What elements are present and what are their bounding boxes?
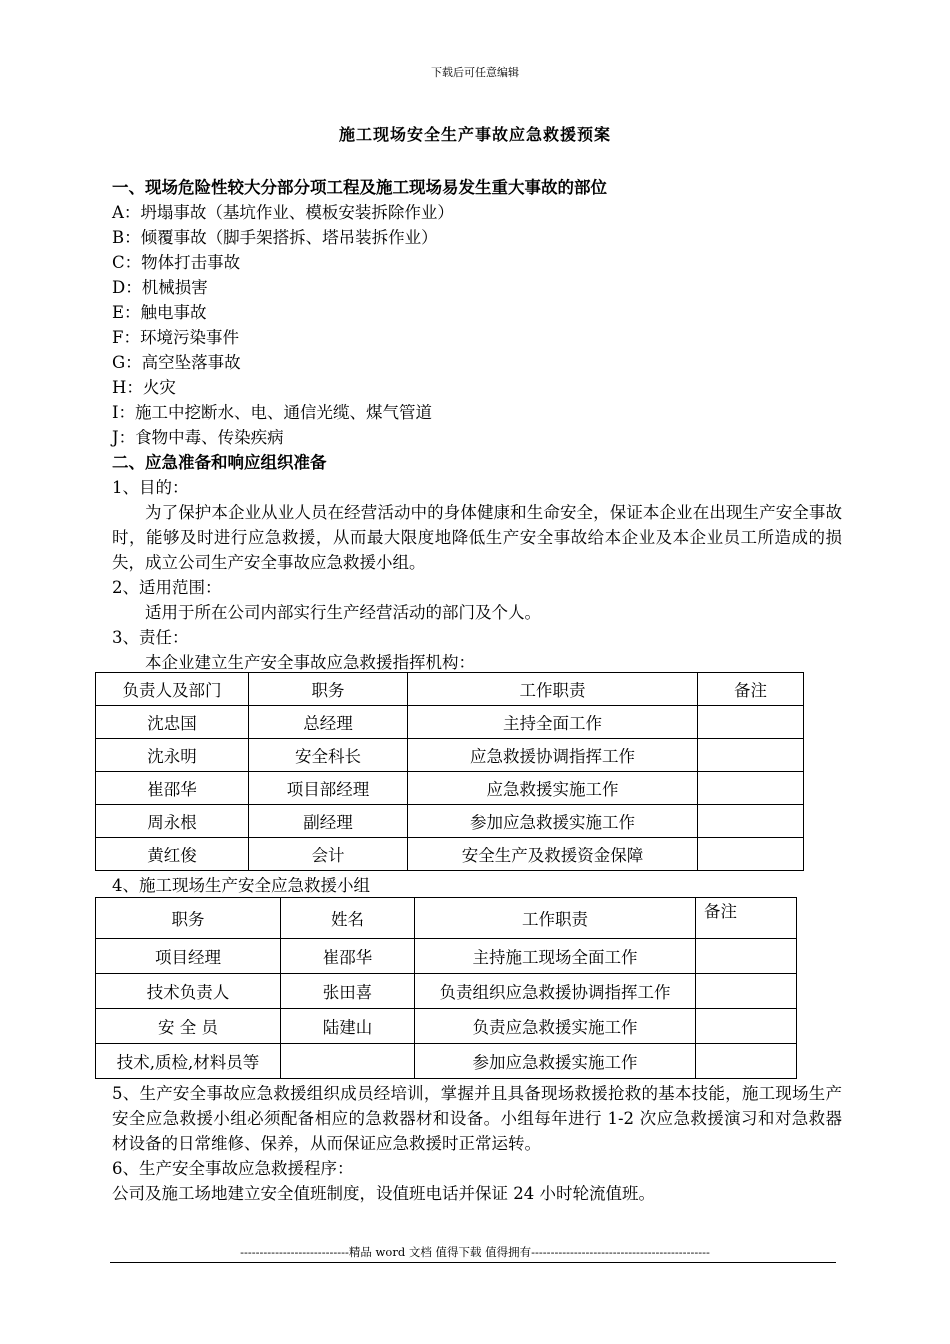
rescue-team-table [95, 897, 797, 1079]
table-cell: 安 全 员 [96, 1009, 281, 1044]
table-row [96, 974, 797, 1009]
command-structure-table [95, 672, 804, 871]
table-cell: 主持全面工作 [408, 706, 698, 739]
table-cell: 负责组织应急救援协调指挥工作 [415, 974, 696, 1009]
column-header: 备注 [698, 673, 804, 706]
hazard-item-a: A：坍塌事故（基坑作业、模板安装拆除作业） [112, 203, 454, 222]
table-row [96, 939, 797, 974]
table-cell: 项目经理 [96, 939, 281, 974]
table-cell: 会计 [249, 838, 408, 871]
table-cell: 周永根 [96, 805, 249, 838]
hazard-item-b: B：倾覆事故（脚手架搭拆、塔吊装拆作业） [112, 228, 438, 247]
table-header-row [96, 898, 797, 939]
responsibility-label: 3、责任： [112, 628, 189, 647]
table-cell [698, 739, 804, 772]
table-cell: 应急救援协调指挥工作 [408, 739, 698, 772]
page-header: 下载后可任意编辑 [431, 66, 519, 79]
table-cell [696, 974, 797, 1009]
table-cell: 黄红俊 [96, 838, 249, 871]
hazard-item-h: H：火灾 [112, 378, 176, 397]
table-row [96, 739, 804, 772]
hazard-item-e: E：触电事故 [112, 303, 207, 322]
table-cell: 主持施工现场全面工作 [415, 939, 696, 974]
column-header: 职务 [249, 673, 408, 706]
purpose-label: 1、目的： [112, 478, 189, 497]
table-cell: 总经理 [249, 706, 408, 739]
table-row [96, 805, 804, 838]
table-row [96, 772, 804, 805]
hazard-item-i: I：施工中挖断水、电、通信光缆、煤气管道 [112, 403, 433, 422]
column-header: 职务 [96, 898, 281, 939]
table-cell [698, 805, 804, 838]
rescue-team-label: 4、施工现场生产安全应急救援小组 [112, 876, 370, 895]
table-cell: 崔邵华 [281, 939, 415, 974]
table-cell: 沈忠国 [96, 706, 249, 739]
table-cell [696, 1044, 797, 1079]
page-footer: ----------------------------精品 word 文档 值得下载 值得拥有---------------------------------------------- [240, 1245, 710, 1259]
table-row [96, 1009, 797, 1044]
column-header: 工作职责 [408, 673, 698, 706]
table-cell [698, 838, 804, 871]
table-row [96, 1044, 797, 1079]
table-cell [698, 772, 804, 805]
document-title: 施工现场安全生产事故应急救援预案 [338, 125, 611, 144]
document-body-continued [112, 1081, 842, 1206]
footer-divider [110, 1262, 836, 1263]
table-cell: 应急救援实施工作 [408, 772, 698, 805]
hazard-item-g: G：高空坠落事故 [112, 353, 241, 372]
purpose-paragraph: 为了保护本企业从业人员在经营活动中的身体健康和生命安全，保证本企业在出现生产安全事故时，能够及时进行应急救援，从而最大限度地降低生产安全事故给本企业及本企业员工所造成的损失，成立公司生产安全事故应急救援小组。 [112, 503, 842, 572]
table-cell: 技术负责人 [96, 974, 281, 1009]
procedure-label: 6、生产安全事故应急救援程序： [112, 1159, 354, 1178]
column-header: 备注 [696, 898, 797, 939]
table-cell: 安全科长 [249, 739, 408, 772]
table-header-row [96, 673, 804, 706]
table-cell: 负责应急救援实施工作 [415, 1009, 696, 1044]
table-cell: 陆建山 [281, 1009, 415, 1044]
scope-paragraph: 适用于所在公司内部实行生产经营活动的部门及个人。 [145, 603, 541, 622]
table-cell [698, 706, 804, 739]
hazard-item-j: J：食物中毒、传染疾病 [112, 428, 284, 447]
table-cell [281, 1044, 415, 1079]
hazard-item-c: C：物体打击事故 [112, 253, 241, 272]
table-cell [696, 939, 797, 974]
column-header: 负责人及部门 [96, 673, 249, 706]
table-cell: 项目部经理 [249, 772, 408, 805]
table-cell: 安全生产及救援资金保障 [408, 838, 698, 871]
table-row [96, 706, 804, 739]
section2-heading: 二、应急准备和响应组织准备 [112, 453, 327, 472]
hazard-item-d: D：机械损害 [112, 278, 208, 297]
table-cell: 技术,质检,材料员等 [96, 1044, 281, 1079]
table-cell: 参加应急救援实施工作 [408, 805, 698, 838]
table-cell: 副经理 [249, 805, 408, 838]
training-paragraph: 5、生产安全事故应急救援组织成员经培训，掌握并且具备现场救援抢救的基本技能，施工现场生产安全应急救援小组必须配备相应的急救器材和设备。小组每年进行 1-2 次应急救援演习和对急救器材设备的日常维修、保养，从而保证应急救援时正常运转。 [112, 1084, 842, 1153]
table-cell: 崔邵华 [96, 772, 249, 805]
procedure-paragraph: 公司及施工场地建立安全值班制度，设值班电话并保证 24 小时轮流值班。 [112, 1184, 655, 1203]
section1-heading: 一、现场危险性较大分部分项工程及施工现场易发生重大事故的部位 [112, 178, 607, 197]
table-cell [696, 1009, 797, 1044]
table-cell: 参加应急救援实施工作 [415, 1044, 696, 1079]
table-cell: 沈永明 [96, 739, 249, 772]
table-cell: 张田喜 [281, 974, 415, 1009]
table-row [96, 838, 804, 871]
hazard-item-f: F：环境污染事件 [112, 328, 239, 347]
column-header: 姓名 [281, 898, 415, 939]
scope-label: 2、适用范围： [112, 578, 222, 597]
column-header: 工作职责 [415, 898, 696, 939]
responsibility-paragraph: 本企业建立生产安全事故应急救援指挥机构： [145, 653, 475, 672]
document-body [112, 175, 842, 675]
